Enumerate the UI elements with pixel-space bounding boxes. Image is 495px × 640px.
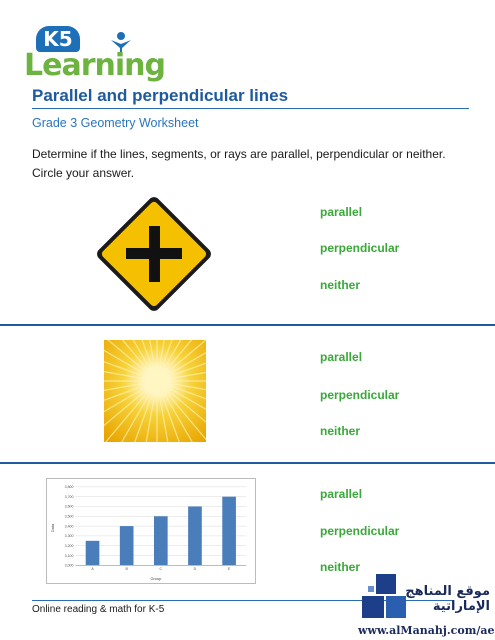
chart-bar — [86, 541, 100, 566]
logo-badge: K5 — [36, 26, 80, 52]
q2-option-perpendicular[interactable]: perpendicular — [320, 388, 400, 402]
chart-x-tick-label: D — [193, 567, 197, 572]
chart-y-label: Data — [49, 523, 55, 533]
chart-bar — [154, 516, 168, 565]
watermark-url: www.alManahj.com/ae — [358, 624, 495, 637]
chart-y-tick-label: 3,200 — [64, 543, 74, 548]
logo-word: Learning — [24, 48, 165, 83]
sun-rays-picture — [104, 340, 206, 442]
chart-y-tick-label: 3,700 — [64, 494, 74, 499]
chart-y-tick-label: 3,800 — [64, 485, 74, 490]
chart-bar — [188, 506, 202, 565]
bar-chart-picture — [46, 478, 256, 584]
chart-y-tick-label: 3,500 — [64, 514, 74, 519]
page-subtitle: Grade 3 Geometry Worksheet — [32, 116, 199, 130]
k5-learning-logo — [24, 22, 165, 83]
q3-option-neither[interactable]: neither — [320, 560, 361, 574]
q2-option-parallel[interactable]: parallel — [320, 350, 363, 364]
q1-option-parallel[interactable]: parallel — [320, 205, 363, 219]
watermark-text: موقع المناهج الإماراتية — [405, 584, 490, 614]
chart-bar — [222, 497, 236, 566]
q2-option-neither[interactable]: neither — [320, 424, 361, 438]
title-rule — [32, 108, 469, 109]
chart-x-tick-label: E — [227, 567, 231, 572]
chart-y-tick-label: 3,600 — [64, 504, 74, 509]
chart-x-label: Group — [150, 576, 162, 582]
chart-x-tick-label: A — [91, 567, 94, 572]
q3-option-perpendicular[interactable]: perpendicular — [320, 524, 400, 538]
chart-y-tick-label: 3,000 — [64, 563, 74, 568]
chart-y-tick-label: 3,400 — [64, 524, 74, 529]
chart-y-tick-label: 3,300 — [64, 534, 74, 539]
chart-bar — [120, 526, 134, 565]
instructions: Determine if the lines, segments, or rays are parallel, perpendicular or neither. Circle your answer. — [32, 147, 446, 180]
page-title: Parallel and perpendicular lines — [32, 86, 289, 105]
crossroad-sign-picture — [92, 192, 216, 316]
chart-x-tick-label: B — [125, 567, 128, 572]
footer-text: Online reading & math for K-5 — [32, 604, 165, 615]
chart-x-tick-label: C — [159, 567, 163, 572]
q1-option-perpendicular[interactable]: perpendicular — [320, 241, 400, 255]
q1-option-neither[interactable]: neither — [320, 278, 361, 292]
question-divider — [0, 324, 495, 326]
q3-option-parallel[interactable]: parallel — [320, 487, 363, 501]
question-divider — [0, 462, 495, 464]
chart-y-tick-label: 3,100 — [64, 553, 74, 558]
